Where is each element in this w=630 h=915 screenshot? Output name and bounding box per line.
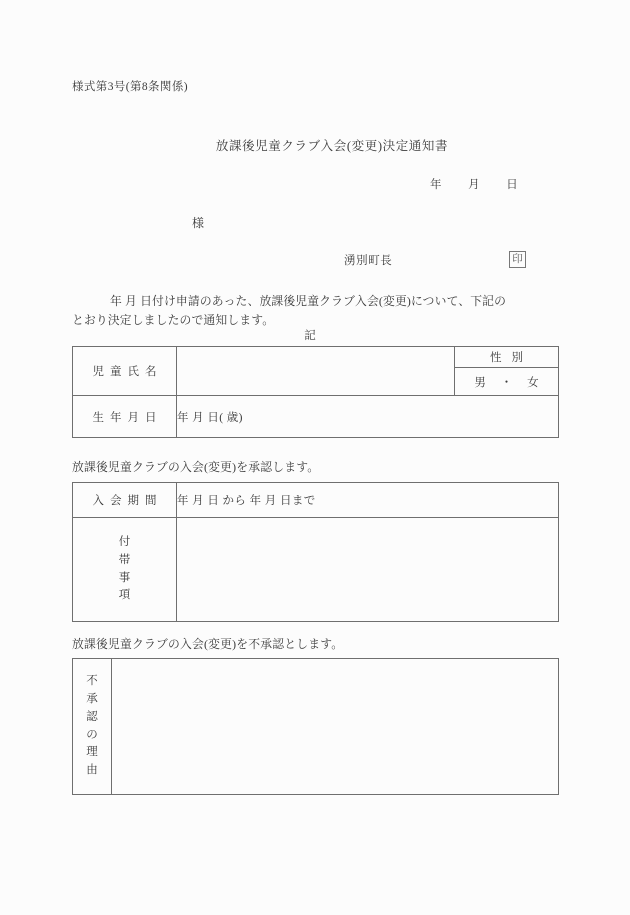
approval-table <box>72 482 559 622</box>
ki-marker: 記 <box>304 330 316 342</box>
date-of-birth-value[interactable]: 年 月 日( 歳) <box>177 396 559 438</box>
table-row <box>73 518 559 622</box>
supplementary-items-label-vertical: 付 帯 事 項 <box>118 535 131 602</box>
child-info-table <box>72 346 559 438</box>
denial-reason-value[interactable] <box>112 659 559 795</box>
table-row <box>73 396 559 438</box>
addressee-suffix: 様 <box>192 216 205 230</box>
table-row <box>73 659 559 795</box>
table-row <box>73 347 559 368</box>
page-title: 放課後児童クラブ入会(変更)決定通知書 <box>215 139 449 153</box>
table-row <box>73 483 559 518</box>
approval-statement: 放課後児童クラブの入会(変更)を承認します。 <box>72 460 320 474</box>
denial-table <box>72 658 559 795</box>
denial-reason-label-vertical: 不 承 認 の 理 由 <box>86 675 98 777</box>
issue-date-line: 年 月 日 <box>430 179 519 191</box>
denial-reason-label <box>73 659 112 795</box>
supplementary-items-value[interactable] <box>177 518 559 622</box>
enrollment-period-label: 入会期間 <box>73 483 177 518</box>
supplementary-items-label <box>73 518 177 622</box>
body-line-2: とおり決定しましたので通知します。 <box>72 313 275 328</box>
enrollment-period-value[interactable]: 年 月 日 から 年 月 日まで <box>177 483 559 518</box>
child-name-label: 児童氏名 <box>73 347 177 396</box>
gender-options[interactable]: 男 ・ 女 <box>455 368 559 396</box>
denial-statement: 放課後児童クラブの入会(変更)を不承認とします。 <box>72 637 344 651</box>
body-paragraph <box>72 292 558 331</box>
form-number: 様式第3号(第8条関係) <box>72 81 188 93</box>
issuer-name: 湧別町長 <box>344 255 393 267</box>
body-line-1: 年 月 日付け申請のあった、放課後児童クラブ入会(変更)について、下記の <box>110 294 507 308</box>
gender-header: 性別 <box>455 347 559 368</box>
child-name-value[interactable] <box>177 347 455 396</box>
date-of-birth-label: 生年月日 <box>73 396 177 438</box>
seal-stamp-box: 印 <box>509 251 526 268</box>
